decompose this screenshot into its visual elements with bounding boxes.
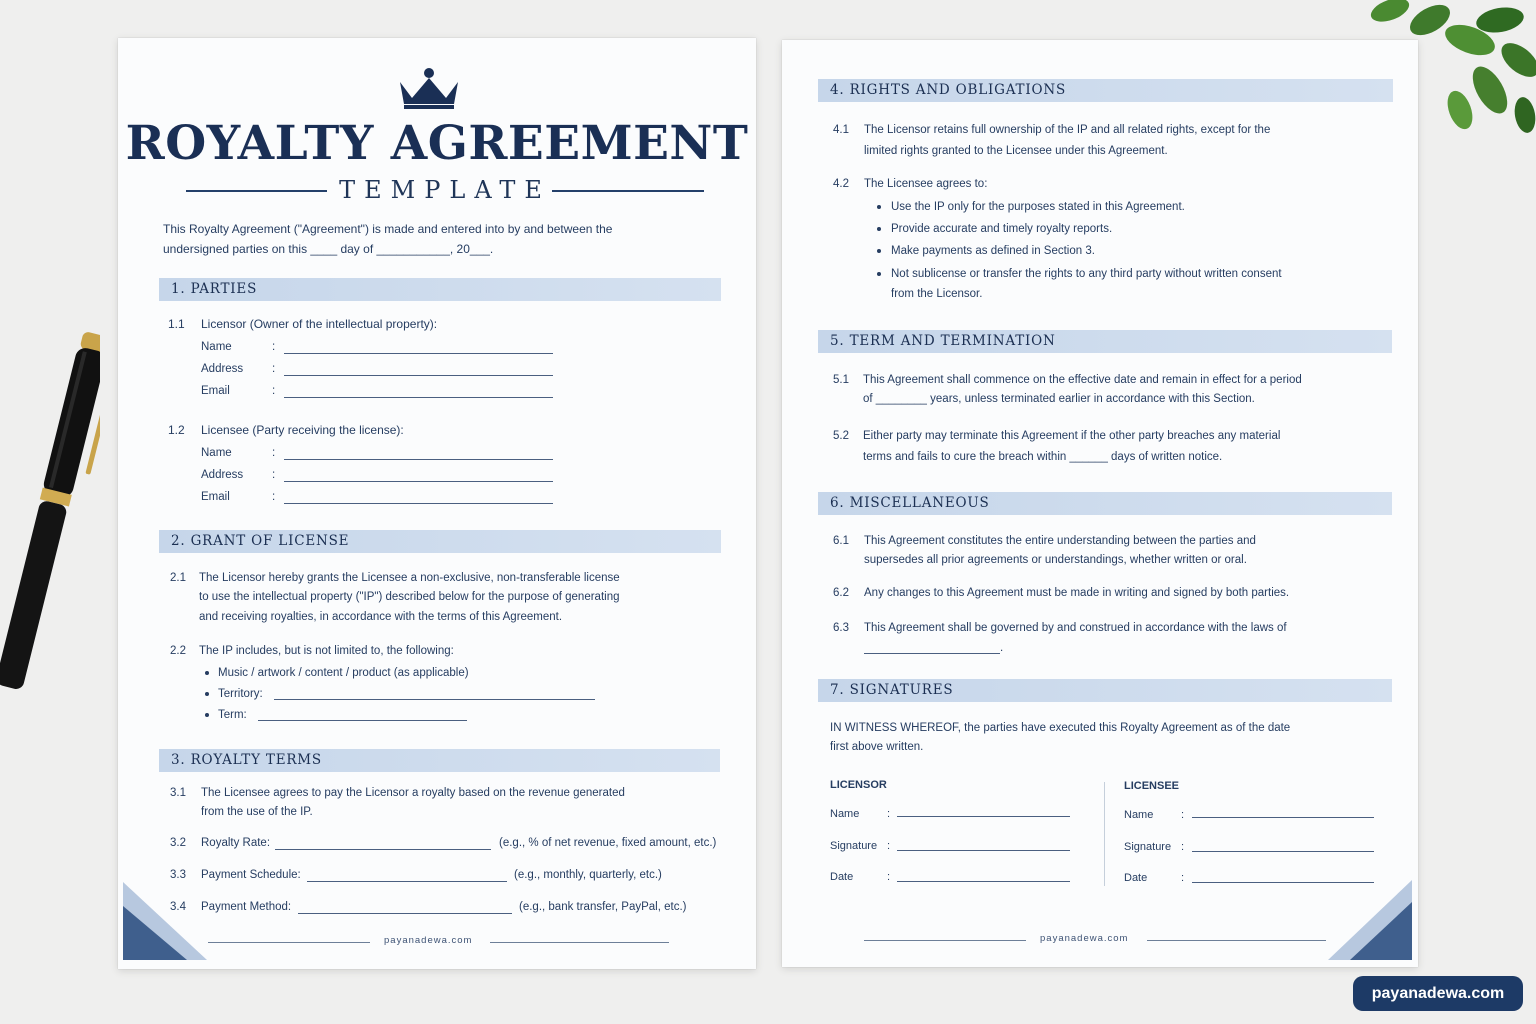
corner-decoration	[1328, 880, 1412, 960]
footer-rule-left	[864, 940, 1026, 941]
ip-bullet-content: Music / artwork / content / product (as applicable)	[218, 667, 469, 679]
bullet	[877, 227, 881, 231]
field-colon: :	[272, 447, 276, 459]
ip-bullet-territory: Territory:	[218, 688, 263, 700]
field-label-email: Email	[201, 491, 230, 503]
payment-schedule-label: Payment Schedule:	[201, 869, 301, 881]
governing-law-field[interactable]	[864, 653, 1000, 654]
field-label-name: Name	[201, 341, 232, 353]
footer-rule-left	[208, 942, 370, 943]
item-number: 1.1	[168, 317, 185, 331]
payment-schedule-hint: (e.g., monthly, quarterly, etc.)	[514, 869, 662, 881]
licensee-signature-field[interactable]	[1192, 851, 1374, 852]
field-colon: :	[1181, 841, 1185, 853]
territory-field[interactable]	[274, 699, 595, 700]
rights-text-line-2: limited rights granted to the Licensee under this Agreement.	[864, 145, 1168, 157]
licensor-signature-heading: LICENSOR	[830, 779, 887, 791]
royalty-rate-field[interactable]	[275, 849, 491, 850]
item-number: 1.2	[168, 423, 185, 437]
section-heading-parties: 1. PARTIES	[159, 278, 721, 301]
bullet	[877, 249, 881, 253]
licensee-signature-label: Signature	[1124, 841, 1172, 853]
licensor-email-field[interactable]	[284, 397, 553, 398]
field-colon: :	[272, 385, 276, 397]
section-heading-term-termination: 5. TERM AND TERMINATION	[818, 330, 1392, 353]
field-colon: :	[887, 871, 891, 883]
royalty-rate-label: Royalty Rate:	[201, 837, 271, 849]
licensee-address-field[interactable]	[284, 481, 553, 482]
field-colon: :	[272, 363, 276, 375]
licensor-name-sign-field[interactable]	[897, 816, 1070, 817]
licensee-agrees-text: The Licensee agrees to:	[864, 178, 988, 190]
licensor-label: Licensor (Owner of the intellectual property):	[201, 317, 438, 331]
item-number: 3.3	[170, 869, 186, 881]
bullet	[205, 713, 209, 717]
obligation-item: Use the IP only for the purposes stated in this Agreement.	[891, 201, 1185, 213]
page-subtitle: TEMPLATE	[339, 176, 551, 204]
field-label-address: Address	[201, 363, 244, 375]
obligation-item: Provide accurate and timely royalty reports.	[891, 223, 1113, 235]
item-number: 6.3	[833, 622, 849, 634]
section-heading-signatures: 7. SIGNATURES	[818, 679, 1392, 702]
field-colon: :	[887, 808, 891, 820]
section-heading-royalty-terms: 3. ROYALTY TERMS	[159, 749, 720, 772]
footer-watermark: payanadewa.com	[1040, 933, 1129, 944]
subtitle-row	[186, 176, 704, 206]
item-number: 3.2	[170, 837, 186, 849]
ip-bullet-term: Term:	[218, 709, 247, 721]
obligation-item-continued: from the Licensor.	[891, 288, 983, 300]
page-title: ROYALTY AGREEMENT	[125, 116, 749, 171]
field-colon: :	[272, 491, 276, 503]
royalty-text-line-1: The Licensee agrees to pay the Licensor a royalty based on the revenue generated	[201, 787, 625, 799]
item-number: 3.4	[170, 901, 186, 913]
field-colon: :	[272, 469, 276, 481]
item-number: 4.2	[833, 178, 849, 190]
item-number: 2.1	[170, 572, 186, 584]
field-colon: :	[1181, 809, 1185, 821]
item-number: 4.1	[833, 124, 849, 136]
item-number: 3.1	[170, 787, 186, 799]
field-label-name: Name	[201, 447, 232, 459]
payment-method-hint: (e.g., bank transfer, PayPal, etc.)	[519, 901, 687, 913]
bullet	[205, 692, 209, 696]
section-heading-grant-of-license: 2. GRANT OF LICENSE	[159, 530, 721, 553]
payment-schedule-field[interactable]	[307, 881, 507, 882]
changes-text: Any changes to this Agreement must be made in writing and signed by both parties.	[864, 587, 1290, 599]
section-heading-miscellaneous: 6. MISCELLANEOUS	[818, 492, 1392, 515]
bullet	[877, 272, 881, 276]
document-page-2	[782, 40, 1418, 967]
field-colon: :	[887, 840, 891, 852]
grant-text-line-2: to use the intellectual property ("IP") described below for the purpose of generating	[199, 591, 620, 603]
licensee-email-field[interactable]	[284, 503, 553, 504]
field-label-email: Email	[201, 385, 230, 397]
intro-line-2: undersigned parties on this ____ day of ___________, 20___.	[163, 242, 494, 256]
royalty-text-line-2: from the use of the IP.	[201, 806, 313, 818]
ip-includes-text: The IP includes, but is not limited to, the following:	[199, 645, 454, 657]
footer-rule-right	[490, 942, 669, 943]
governing-law-end: .	[1000, 642, 1004, 654]
field-colon: :	[272, 341, 276, 353]
bullet	[205, 671, 209, 675]
licensor-signature-label: Signature	[830, 840, 878, 852]
signature-divider	[1104, 782, 1105, 886]
misc-text-line-1: This Agreement constitutes the entire understanding between the parties and	[864, 535, 1256, 547]
payment-method-field[interactable]	[298, 913, 512, 914]
witness-text-line-2: first above written.	[830, 741, 924, 753]
licensee-name-label: Name	[1124, 809, 1154, 821]
termination-text-line-1: Either party may terminate this Agreement if the other party breaches any material	[863, 430, 1281, 442]
royalty-rate-hint: (e.g., % of net revenue, fixed amount, etc.)	[499, 837, 717, 849]
pen-image	[0, 318, 100, 698]
item-number: 6.2	[833, 587, 849, 599]
licensor-date-field[interactable]	[897, 881, 1070, 882]
licensee-signature-heading: LICENSEE	[1124, 780, 1180, 792]
document-page-1	[118, 38, 756, 969]
subtitle-rule-right	[552, 190, 704, 192]
licensor-name-field[interactable]	[284, 353, 553, 354]
licensee-date-label: Date	[1124, 872, 1148, 884]
licensor-name-label: Name	[830, 808, 860, 820]
grant-text-line-3: and receiving royalties, in accordance with the terms of this Agreement.	[199, 611, 563, 623]
termination-text-line-2: terms and fails to cure the breach within ______ days of written notice.	[863, 451, 1223, 463]
corner-decoration	[123, 882, 207, 960]
licensee-name-field[interactable]	[284, 459, 553, 460]
field-label-address: Address	[201, 469, 244, 481]
item-number: 5.2	[833, 430, 849, 442]
crown-icon	[396, 68, 462, 110]
obligation-item: Not sublicense or transfer the rights to any third party without written consent	[891, 268, 1282, 280]
licensor-signature-field[interactable]	[897, 850, 1070, 851]
term-text-line-1: This Agreement shall commence on the effective date and remain in effect for a period	[863, 374, 1302, 386]
obligation-item: Make payments as defined in Section 3.	[891, 245, 1095, 257]
item-number: 5.1	[833, 374, 849, 386]
intro-line-1: This Royalty Agreement ("Agreement") is made and entered into by and between the	[163, 222, 613, 236]
licensee-name-sign-field[interactable]	[1192, 817, 1374, 818]
section-heading-rights-obligations: 4. RIGHTS AND OBLIGATIONS	[818, 79, 1393, 102]
licensor-address-field[interactable]	[284, 375, 553, 376]
field-colon: :	[1181, 872, 1185, 884]
payment-method-label: Payment Method:	[201, 901, 292, 913]
misc-text-line-2: supersedes all prior agreements or understandings, whether written or oral.	[864, 554, 1247, 566]
item-number: 2.2	[170, 645, 186, 657]
footer-watermark: payanadewa.com	[384, 935, 473, 946]
term-field[interactable]	[258, 720, 467, 721]
witness-text-line-1: IN WITNESS WHEREOF, the parties have executed this Royalty Agreement as of the date	[830, 722, 1291, 734]
governing-law-text: This Agreement shall be governed by and construed in accordance with the laws of	[864, 622, 1287, 634]
watermark-badge: payanadewa.com	[1353, 976, 1523, 1011]
licensee-label: Licensee (Party receiving the license):	[201, 423, 404, 437]
item-number: 6.1	[833, 535, 849, 547]
grant-text-line-1: The Licensor hereby grants the Licensee a non-exclusive, non-transferable license	[199, 572, 620, 584]
rights-text-line-1: The Licensor retains full ownership of the IP and all related rights, except for the	[864, 124, 1271, 136]
bullet	[877, 205, 881, 209]
footer-rule-right	[1147, 940, 1326, 941]
term-text-line-2: of ________ years, unless terminated earlier in accordance with this Section.	[863, 393, 1255, 405]
licensor-date-label: Date	[830, 871, 854, 883]
